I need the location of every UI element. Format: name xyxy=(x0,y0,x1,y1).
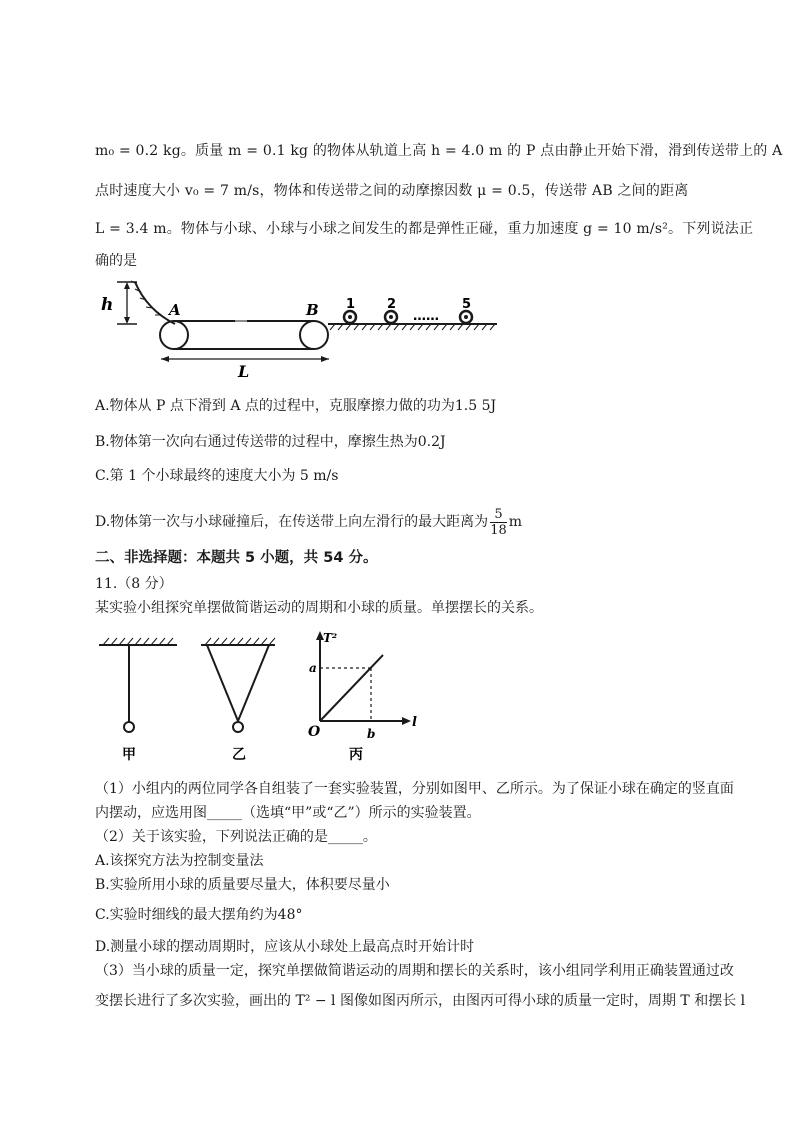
q2-option-D: D.测量小球的摆动周期时，应该从小球处上最高点时开始计时 xyxy=(95,939,475,955)
q2-option-B: B.实验所用小球的质量要尽量大，体积要尽量小 xyxy=(95,877,390,893)
q3-line-1: （3）当小球的质量一定，探究单摆做简谐运动的周期和摆长的关系时，该小组同学利用正确装置通过改 xyxy=(95,963,734,979)
q1-line-1: （1）小组内的两位同学各自组装了一套实验装置，分别如图甲、乙所示。为了保证小球在确定的竖直面 xyxy=(95,781,734,797)
option-B: B.物体第一次向右通过传送带的过程中，摩擦生热为0.2J xyxy=(95,434,446,450)
option-C: C.第 1 个小球最终的速度大小为 5 m/s xyxy=(95,468,339,484)
label-jia: 甲 xyxy=(122,747,136,763)
axis-l-label: l xyxy=(412,715,417,730)
option-D-text: D.物体第一次与小球碰撞后，在传送带上向左滑行的最大距离为 xyxy=(95,514,489,530)
ball-5-label: 5 xyxy=(462,297,472,312)
axis-T2-label: T² xyxy=(323,631,338,645)
label-L: L xyxy=(238,362,250,380)
label-a: a xyxy=(309,661,317,675)
label-b: b xyxy=(367,727,376,741)
label-B: B xyxy=(306,301,319,319)
q1-line-2: 内摆动，应选用图_____（选填“甲”或“乙”）所示的实验装置。 xyxy=(95,805,481,821)
paragraph-line-4: 确的是 xyxy=(95,253,137,269)
option-D-unit: m xyxy=(508,514,523,530)
pendulum-figure xyxy=(95,628,425,768)
q2-option-A: A.该探究方法为控制变量法 xyxy=(95,853,264,869)
q2-option-C: C.实验时细线的最大摆角约为48° xyxy=(95,907,303,923)
ellipsis: …… xyxy=(413,309,439,324)
fraction-numerator: 5 xyxy=(490,507,507,523)
paragraph-line-1: m₀ = 0.2 kg。质量 m = 0.1 kg 的物体从轨道上高 h = 4.0 m 的 P 点由静止开始下滑，滑到传送带上的 A xyxy=(95,143,783,159)
question-11-intro: 某实验小组探究单摆做简谐运动的周期和小球的质量。单摆摆长的关系。 xyxy=(95,600,543,616)
paragraph-line-2: 点时速度大小 v₀ = 7 m/s，物体和传送带之间的动摩擦因数 μ = 0.5，传送带 AB 之间的距离 xyxy=(95,183,689,199)
option-D-fraction xyxy=(490,507,507,538)
label-bing: 丙 xyxy=(349,747,363,763)
q3-line-2: 变摆长进行了多次实验，画出的 T² − l 图像如图丙所示，由图丙可得小球的质量一定时，周期 T 和摆长 l xyxy=(95,993,746,1009)
option-A: A.物体从 P 点下滑到 A 点的过程中，克服摩擦力做的功为1.5 5J xyxy=(95,398,497,414)
label-A: A xyxy=(169,301,181,319)
option-D xyxy=(95,506,522,538)
q2-stem: （2）关于该实验，下列说法正确的是_____。 xyxy=(95,829,377,845)
ball-2-label: 2 xyxy=(387,297,397,312)
section-heading: 二、非选择题：本题共 5 小题，共 54 分。 xyxy=(95,550,378,566)
label-yi: 乙 xyxy=(232,747,246,763)
ball-1-label: 1 xyxy=(346,297,356,312)
paragraph-line-3: L = 3.4 m。物体与小球、小球与小球之间发生的都是弹性正碰，重力加速度 g = 10 m/s²。下列说法正 xyxy=(95,221,754,237)
label-origin: O xyxy=(308,724,321,740)
label-h: h xyxy=(101,295,114,315)
question-11-label: 11.（8 分） xyxy=(95,576,173,592)
conveyor-figure xyxy=(95,278,505,380)
fraction-denominator: 18 xyxy=(490,522,507,538)
